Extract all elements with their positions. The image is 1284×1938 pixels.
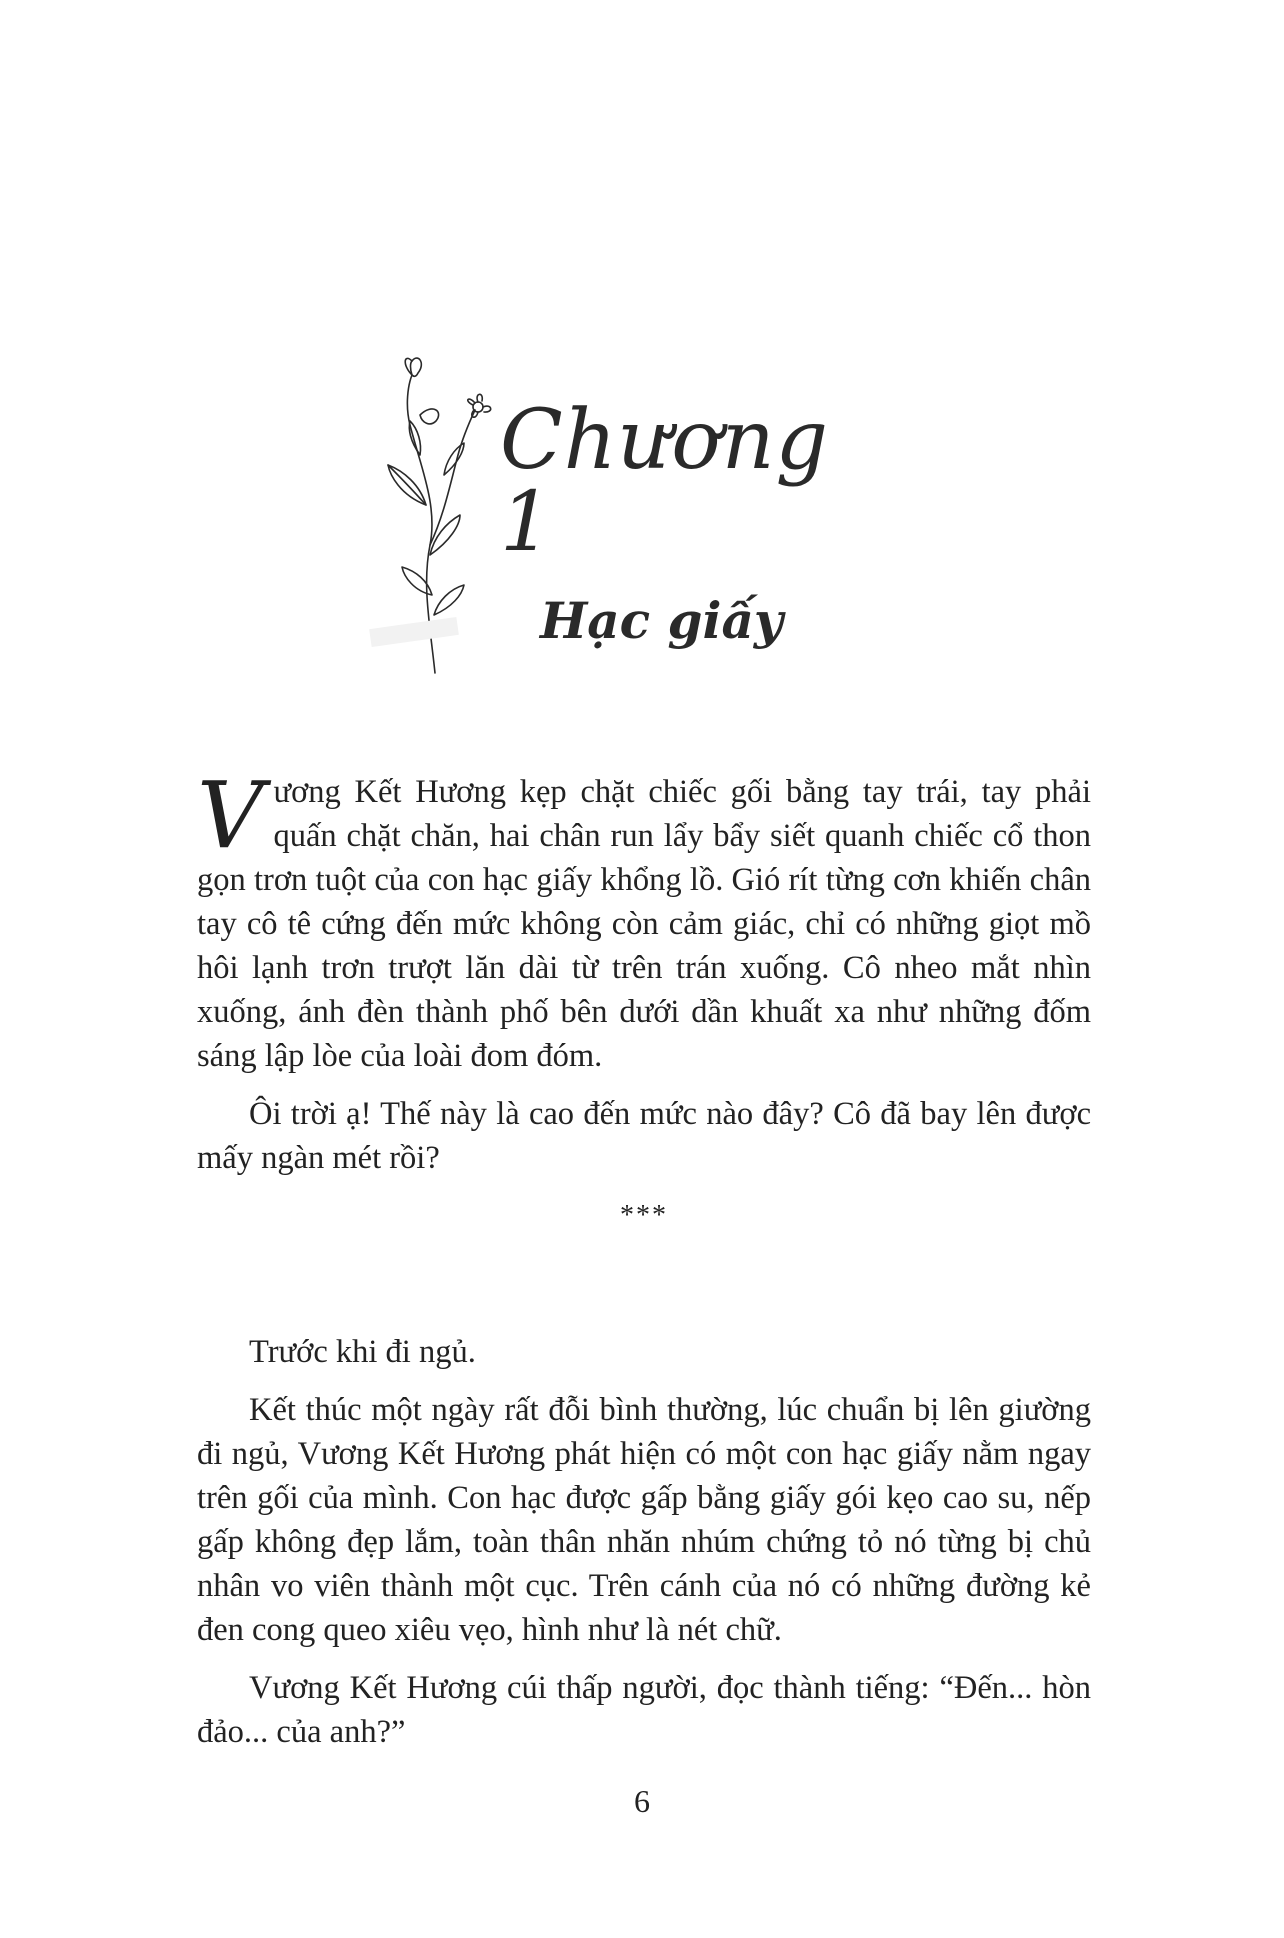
paragraph bbox=[197, 762, 1091, 1078]
page-number: 6 bbox=[634, 1783, 650, 1819]
flower-stem-icon bbox=[360, 355, 510, 675]
paragraph: Vương Kết Hương cúi thấp người, đọc thành tiếng: “Đến... hòn đảo... của anh?” bbox=[197, 1670, 1091, 1750]
section-separator: *** bbox=[620, 1200, 668, 1231]
chapter-title: Hạc giấy bbox=[540, 591, 783, 650]
chapter-heading bbox=[500, 393, 830, 650]
paragraph: Trước khi đi ngủ. bbox=[249, 1334, 476, 1370]
paragraph: Ôi trời ạ! Thế này là cao đến mức nào đây? Cô đã bay lên được mấy ngàn mét rồi? bbox=[197, 1096, 1091, 1176]
chapter-number: Chương 1 bbox=[500, 393, 830, 570]
drop-cap: V bbox=[197, 762, 264, 869]
chapter-body bbox=[197, 762, 1091, 1768]
paragraph-text: ương Kết Hương kẹp chặt chiếc gối bằng tay trái, tay phải quấn chặt chăn, hai chân run lẩy bẩy siết quanh chiếc cổ thon gọn trơn tuột của con hạc giấy khổng lồ. Gió rít từng cơn khiến chân tay cô tê cứng đến mức không còn cảm giác, chỉ có những giọt mồ hôi lạnh trơn trượt lăn dài từ trên trán xuống. Cô nheo mắt nhìn xuống, ánh đèn thành phố bên dưới dần khuất xa như những đốm sáng lập lòe của loài đom đóm. bbox=[197, 774, 1091, 1074]
paragraph: Kết thúc một ngày rất đỗi bình thường, lúc chuẩn bị lên giường đi ngủ, Vương Kết Hương phát hiện có một con hạc giấy nằm ngay trên gối của mình. Con hạc được gấp bằng giấy gói kẹo cao su, nếp gấp không đẹp lắm, toàn thân nhăn nhúm chứng tỏ nó từng bị chủ nhân vo viên thành một cục. Trên cánh của nó có những đường kẻ đen cong queo xiêu vẹo, hình như là nét chữ. bbox=[197, 1392, 1091, 1648]
